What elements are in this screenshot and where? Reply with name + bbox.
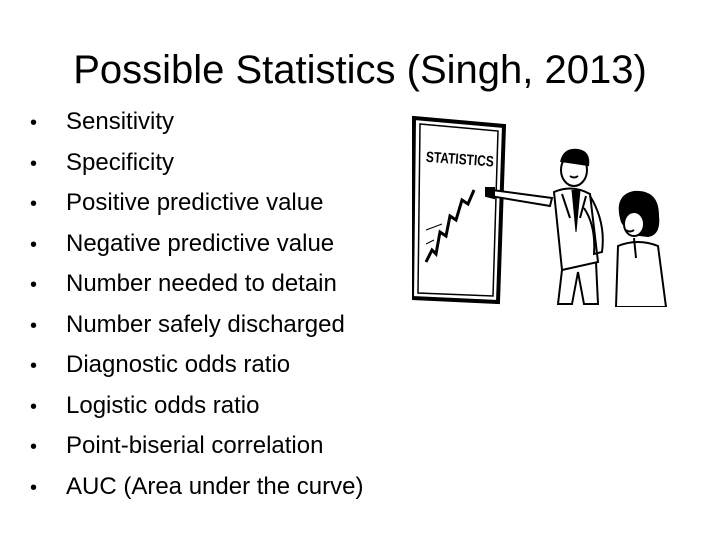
bullet-icon: • <box>30 436 38 458</box>
bullet-icon: • <box>30 314 38 337</box>
bullet-text: Number safely discharged <box>66 310 345 338</box>
bullet-icon: • <box>30 152 38 175</box>
bullet-text: AUC (Area under the curve) <box>66 472 364 500</box>
list-item <box>30 264 363 305</box>
list-item <box>30 426 363 467</box>
bullet-icon: • <box>30 355 38 377</box>
list-item <box>30 224 363 265</box>
bullet-text: Positive predictive value <box>66 189 324 216</box>
list-item <box>30 467 363 508</box>
list-item <box>30 345 363 386</box>
bullet-text: Sensitivity <box>66 108 175 135</box>
bullet-text: Logistic odds ratio <box>66 391 260 419</box>
bullet-text: Point-biserial correlation <box>66 432 324 459</box>
bullet-list <box>30 102 363 507</box>
list-item <box>30 143 363 184</box>
list-item <box>30 102 363 143</box>
bullet-text: Number needed to detain <box>66 270 337 297</box>
bullet-icon: • <box>30 274 38 296</box>
bullet-text: Specificity <box>66 148 175 176</box>
bullet-text: Diagnostic odds ratio <box>66 351 291 378</box>
bullet-text: Negative predictive value <box>66 229 335 257</box>
bullet-icon: • <box>30 395 38 418</box>
list-item <box>30 183 363 224</box>
statistics-presenter-illustration <box>412 112 667 307</box>
bullet-icon: • <box>30 112 38 134</box>
slide-title: Possible Statistics (Singh, 2013) <box>73 48 647 92</box>
board-lettering: STATISTICS <box>425 148 512 172</box>
woman-listener-icon <box>616 192 666 307</box>
list-item <box>30 386 363 427</box>
chart-board-icon <box>412 118 512 302</box>
bullet-icon: • <box>30 476 38 499</box>
list-item <box>30 305 363 346</box>
bullet-icon: • <box>30 193 38 215</box>
bullet-icon: • <box>30 233 38 256</box>
